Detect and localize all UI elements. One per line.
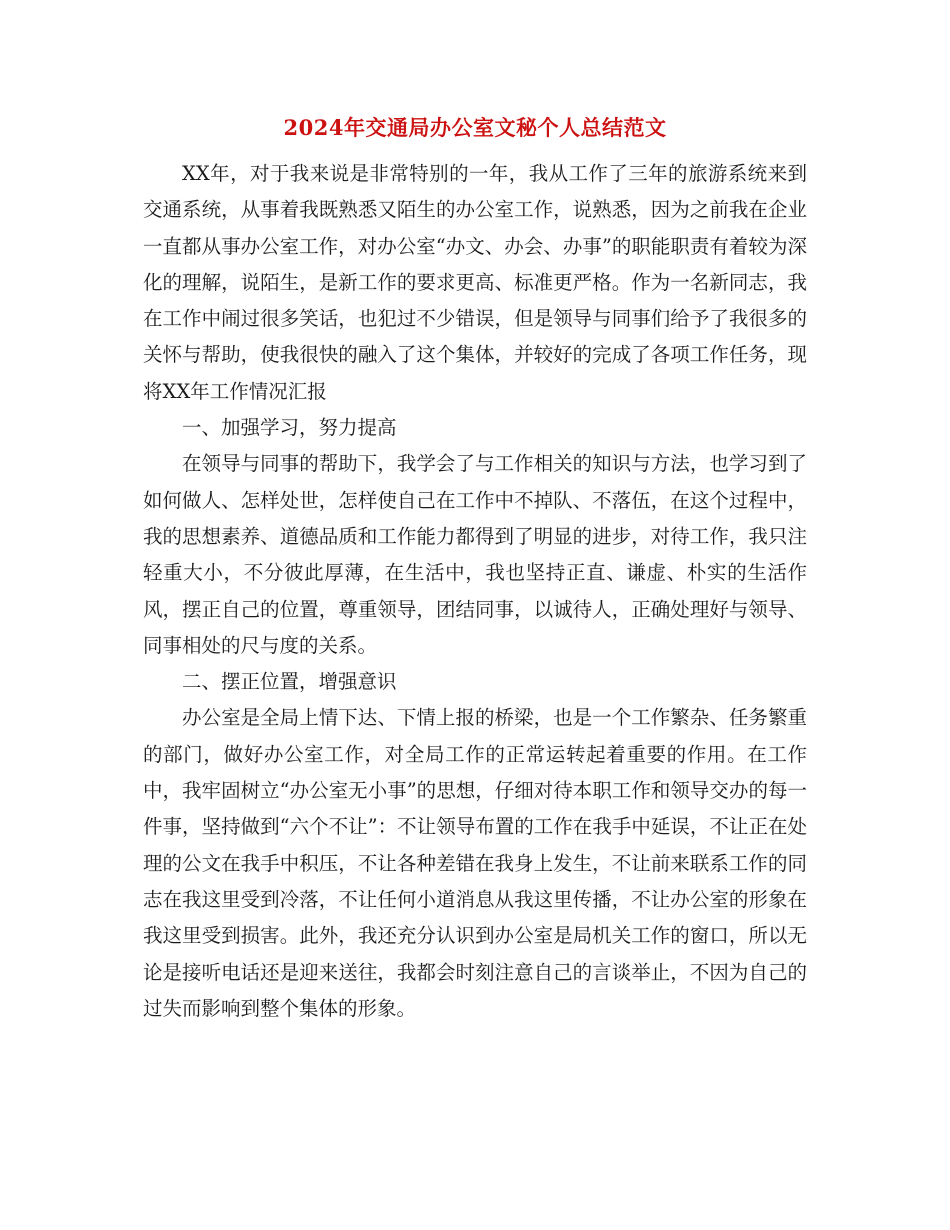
intro-paragraph: XX年，对于我来说是非常特别的一年，我从工作了三年的旅游系统来到交通系统，从事着我既熟悉又陌生的办公室工作，说熟悉，因为之前我在企业一直都从事办公室工作，对办公室“办文、办会、办事”的职能职责有着较为深化的理解，说陌生，是新工作的要求更高、标准更严格。作为一名新同志，我在工作中闹过很多笑话，也犯过不少错误，但是领导与同事们给予了我很多的关怀与帮助，使我很快的融入了这个集体，并较好的完成了各项工作任务，现将XX年工作情况汇报 [143, 162, 807, 403]
section-heading-2: 二、摆正位置，增强意识 [182, 670, 397, 694]
document-title: 2024年交通局办公室文秘个人总结范文 [283, 115, 667, 140]
document-body [143, 156, 807, 1027]
section-2-paragraph: 办公室是全局上情下达、下情上报的桥梁，也是一个工作繁杂、任务繁重的部门，做好办公室工作，对全局工作的正常运转起着重要的作用。在工作中，我牢固树立“办公室无小事”的思想，仔细对待本职工作和领导交办的每一件事，坚持做到“六个不让”：不让领导布置的工作在我手中延误，不让正在处理的公文在我手中积压，不让各种差错在我身上发生，不让前来联系工作的同志在我这里受到冷落，不让任何小道消息从我这里传播，不让办公室的形象在我这里受到损害。此外，我还充分认识到办公室是局机关工作的窗口，所以无论是接听电话还是迎来送往，我都会时刻注意自己的言谈举止，不因为自己的过失而影响到整个集体的形象。 [143, 706, 807, 1020]
section-heading-1: 一、加强学习，努力提高 [182, 416, 397, 440]
section-1-paragraph: 在领导与同事的帮助下，我学会了与工作相关的知识与方法，也学习到了如何做人、怎样处世，怎样使自己在工作中不掉队、不落伍，在这个过程中，我的思想素养、道德品质和工作能力都得到了明显的进步，对待工作，我只注轻重大小，不分彼此厚薄，在生活中，我也坚持正直、谦虚、朴实的生活作风，摆正自己的位置，尊重领导，团结同事，以诚待人，正确处理好与领导、同事相处的尺与度的关系。 [143, 452, 807, 657]
